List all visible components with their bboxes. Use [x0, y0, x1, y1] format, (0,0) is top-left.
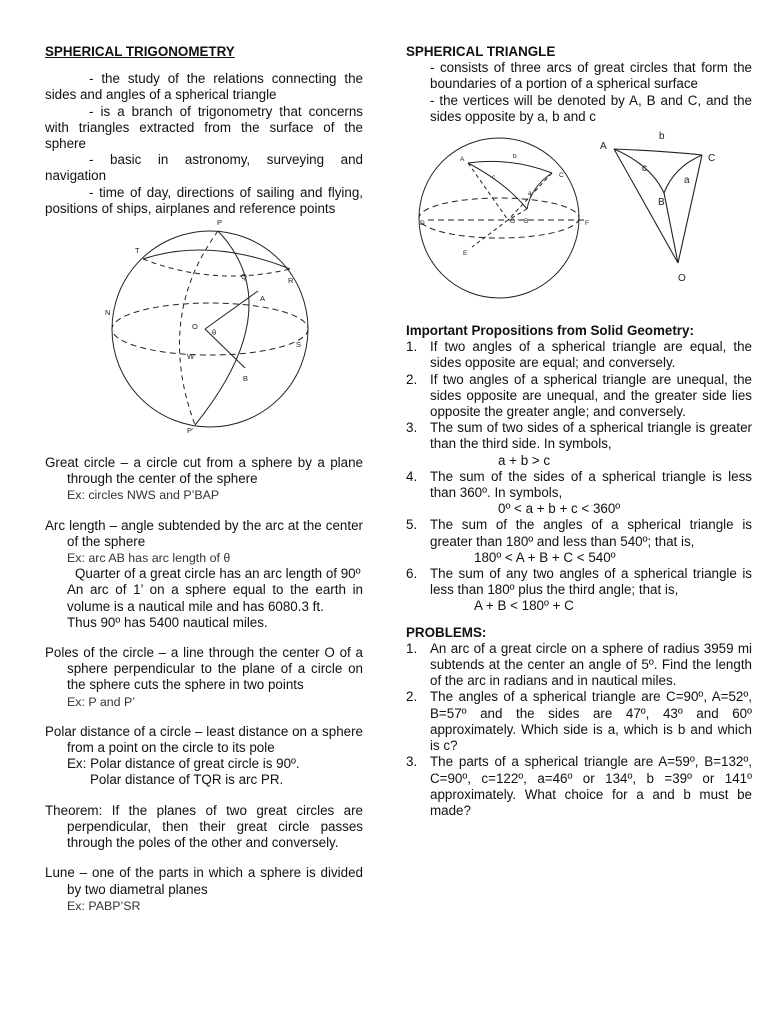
proposition-item [406, 372, 752, 421]
proposition-text: The sum of two sides of a spherical triangle is greater than the third side. In symbols, [430, 420, 752, 452]
definition-polar-distance [45, 724, 363, 789]
tri-label-b: B [658, 197, 665, 209]
arc-length-quarter-text: Quarter of a great circle has an arc length of 90º [75, 566, 361, 582]
problem-item [406, 754, 752, 819]
poles-text: Poles of the circle – a line through the center O of a sphere perpendicular to the plane of a circle on the sphere cuts the sphere in two points [45, 645, 363, 693]
great-circle-sphere-figure [45, 217, 363, 455]
spherical-triangle-figures [406, 125, 752, 315]
problems-title: PROBLEMS: [406, 624, 487, 640]
polar-distance-example-1: Ex: Polar distance of great circle is 90º. [67, 756, 300, 772]
tri-arc-a [664, 155, 702, 193]
lune-example: Ex: PABP’SR [67, 898, 141, 913]
spherical-triangle-desc-2: - the vertices will be denoted by A, B and C, and the sides opposite by a, b and c [430, 92, 752, 124]
arc-length-quarter [45, 566, 363, 582]
sphere-label-b-side: b [513, 153, 517, 161]
polar-distance-example-2: Polar distance of TQR is arc PR. [90, 772, 284, 788]
problem-item [406, 689, 752, 754]
proposition-text: If two angles of a spherical triangle are unequal, the sides opposite are unequal, and the greater side lies opposite the greater angle; and conversely. [430, 371, 752, 420]
sphere-label-a-side: a [528, 190, 532, 198]
intro-line-2: - is a branch of trigonometry that concerns with triangles extracted from the surface of the sphere [45, 103, 363, 152]
lune-text: Lune – one of the parts in which a sphere is divided by two diametral planes [45, 865, 363, 897]
proposition-number: 5. [406, 517, 418, 533]
right-column [406, 44, 752, 819]
proposition-text: The sum of any two angles of a spherical triangle is less than 180º plus the third angle; that is, [430, 566, 752, 598]
polar-distance-text: Polar distance of a circle – least distance on a sphere from a point on the circle to its pole [45, 723, 363, 756]
proposition-item [406, 420, 752, 469]
problem-text: The angles of a spherical triangle are C=90º, A=52º, B=57º and the sides are 47º, 43º and 60º approximately. Which side is a, which is b and which is c? [430, 689, 752, 754]
label-p: P [217, 218, 223, 228]
proposition-number: 3. [406, 420, 418, 436]
spherical-triangle-desc-1: - consists of three arcs of great circles that form the boundaries of a portion of a spherical surface [430, 60, 752, 92]
great-circle-example: Ex: circles NWS and P’BAP [67, 488, 220, 503]
tri-arc-c [614, 149, 664, 193]
problem-item [406, 641, 752, 690]
proposition-symbol: A + B < 180º + C [474, 598, 574, 614]
arc-length-text: Arc length – angle subtended by the arc at the center of the sphere [45, 517, 363, 549]
definition-poles [45, 645, 363, 710]
tri-label-o: O [678, 273, 686, 285]
label-s: S [296, 340, 302, 350]
arc-length-nautical: An arc of 1’ on a sphere equal to the earth in volume is a nautical mile and has 6080.3 ft. [67, 582, 363, 614]
problem-text: The parts of a spherical triangle are A=59º, B=132º, C=90º, c=122º, a=46º or 134º, b =39º or 141º approximately. What choice for a and b must be made? [430, 754, 752, 818]
equator-circle [112, 303, 308, 355]
label-p-prime: P’ [187, 426, 194, 436]
sphere-label-d: D [420, 220, 425, 228]
label-w: W [187, 352, 195, 362]
sphere-outline [112, 231, 308, 427]
tri-label-c-side: c [642, 163, 647, 175]
definition-arc-length [45, 518, 363, 631]
label-t: T [135, 246, 140, 256]
proposition-text: The sum of the sides of a spherical triangle is less than 360º. In symbols, [430, 468, 752, 501]
problems-list [406, 641, 752, 819]
tri-arc-b [614, 149, 702, 155]
intro-line-4: - time of day, directions of sailing and flying, positions of ships, airplanes and reference points [45, 184, 363, 216]
intro-line-3: - basic in astronomy, surveying and navigation [45, 152, 363, 184]
section-title-spherical-trigonometry: SPHERICAL TRIGONOMETRY [45, 44, 235, 59]
proposition-symbol: a + b > c [498, 452, 551, 468]
proposition-number: 2. [406, 371, 418, 387]
sphere-label-c-side: c [492, 174, 496, 182]
sphere-label-e: E [463, 250, 468, 258]
sphere-with-triangle [419, 138, 584, 298]
label-b: B [243, 374, 249, 384]
poles-example: Ex: P and P’ [67, 694, 135, 709]
arc-length-example: Ex: arc AB has arc length of θ [67, 551, 231, 566]
section-title-spherical-triangle: SPHERICAL TRIANGLE [406, 44, 556, 59]
proposition-symbol: 180º < A + B + C < 540º [474, 549, 616, 565]
theorem [45, 803, 363, 852]
proposition-item [406, 517, 752, 566]
intro-line-1: - the study of the relations connecting the sides and angles of a spherical triangle [45, 71, 363, 103]
meridian-pabp [195, 231, 249, 425]
proposition-symbol: 0º < a + b + c < 360º [498, 501, 621, 517]
propositions-list [406, 339, 752, 614]
proposition-item [406, 566, 752, 615]
problem-number: 3. [406, 754, 418, 770]
sphere-label-o: O [510, 218, 516, 226]
great-circle-text: Great circle – a circle cut from a sphere by a plane through the center of the sphere [45, 455, 363, 487]
label-theta: θ [212, 328, 217, 338]
tri-label-a-side: a [684, 175, 690, 187]
problem-number: 1. [406, 640, 418, 656]
sphere-label-f: F [585, 220, 589, 228]
sphere-label-a: A [460, 156, 465, 164]
left-column [45, 44, 363, 928]
sphere-label-b: B [524, 218, 529, 226]
propositions-title: Important Propositions from Solid Geometry: [406, 323, 694, 339]
proposition-item [406, 339, 752, 371]
label-a: A [260, 294, 266, 304]
circle-tqr [143, 250, 290, 269]
label-n: N [105, 308, 111, 318]
problem-text: An arc of a great circle on a sphere of radius 3959 mi subtends at the center an angle of 5º. Find the length of the arc in radians and in nautical miles. [430, 640, 752, 689]
proposition-text: The sum of the angles of a spherical triangle is greater than 180º and less than 540º; that is, [430, 517, 752, 549]
proposition-item [406, 469, 752, 518]
definition-great-circle [45, 455, 363, 504]
label-q: Q [241, 272, 247, 282]
tri-label-c: C [708, 153, 716, 165]
problem-number: 2. [406, 689, 418, 705]
definition-lune [45, 865, 363, 914]
theorem-text: Theorem: If the planes of two great circles are perpendicular, then their great circle passes through the poles of the other and conversely. [45, 802, 363, 851]
arc-b [468, 161, 552, 173]
tri-label-a: A [600, 141, 607, 153]
proposition-text: If two angles of a spherical triangle are equal, the sides opposite are equal; and conversely. [430, 339, 752, 371]
proposition-number: 4. [406, 468, 418, 484]
arc-c [468, 163, 527, 209]
arc-length-thus: Thus 90º has 5400 nautical miles. [67, 614, 268, 630]
proposition-number: 1. [406, 339, 418, 355]
label-o: O [192, 322, 198, 332]
tri-label-b-side: b [659, 131, 665, 143]
label-r: R [288, 276, 294, 286]
proposition-number: 6. [406, 566, 418, 582]
sphere-label-c: C [559, 172, 564, 180]
